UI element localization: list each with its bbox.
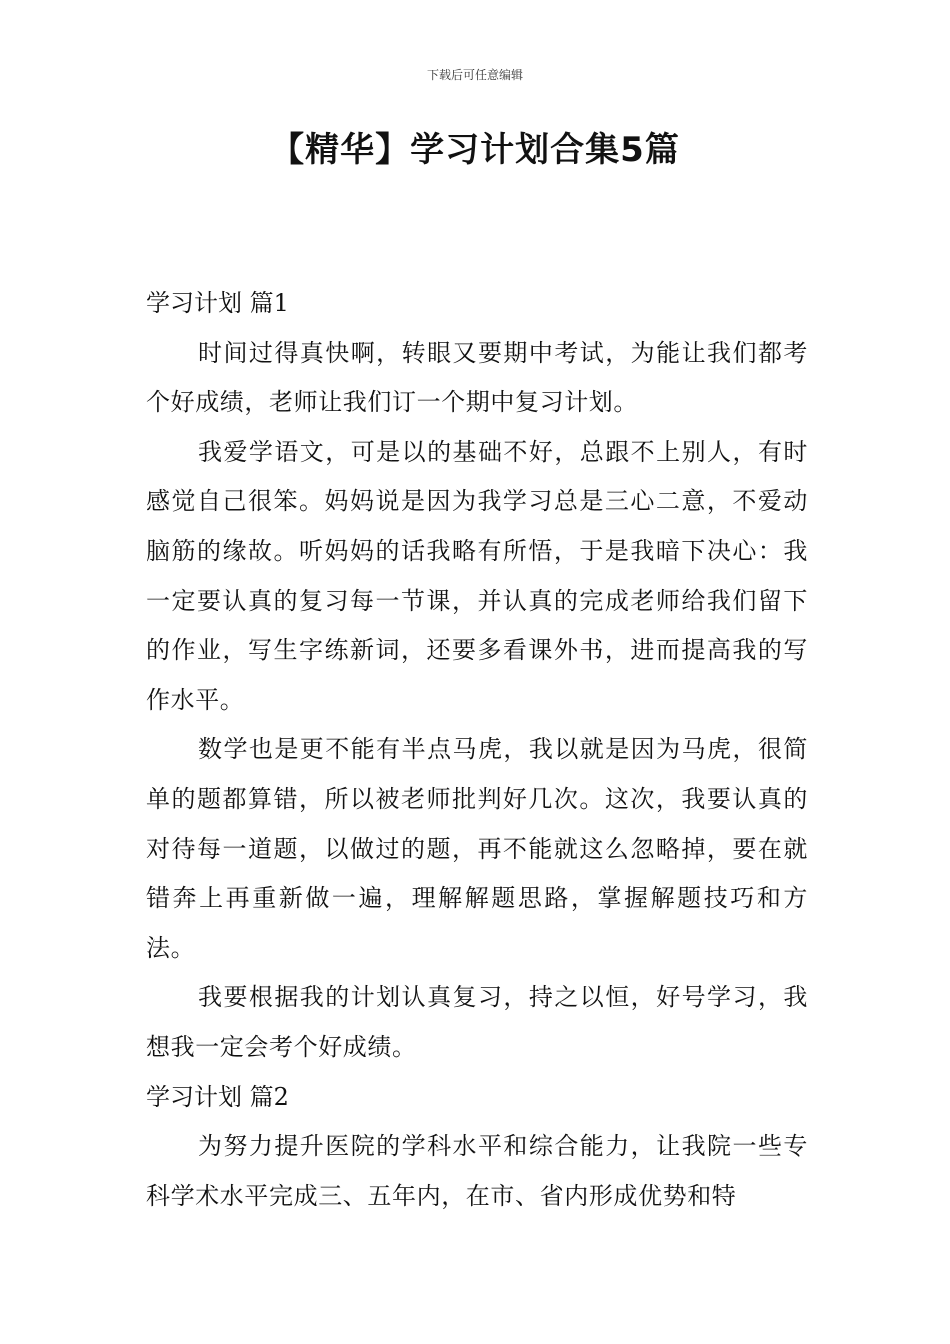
paragraph: 为努力提升医院的学科水平和综合能力，让我院一些专科学术水平完成三、五年内，在市、省内形成优势和特: [146, 1132, 808, 1210]
document-body: [146, 279, 808, 1221]
paragraph: 我爱学语文，可是以的基础不好，总跟不上别人，有时感觉自己很笨。妈妈说是因为我学习总是三心二意，不爱动脑筋的缘故。听妈妈的话我略有所悟，于是我暗下决心：我一定要认真的复习每一节课，并认真的完成老师给我们留下的作业，写生字练新词，还要多看课外书，进而提高我的写作水平。: [146, 437, 808, 714]
section-heading-1: 学习计划 篇1: [146, 289, 289, 317]
paragraph: 我要根据我的计划认真复习，持之以恒，好号学习，我想我一定会考个好成绩。: [146, 983, 808, 1061]
document-title: 【精华】学习计划合集5篇: [270, 130, 680, 170]
header-note: 下载后可任意编辑: [426, 68, 523, 82]
paragraph: 数学也是更不能有半点马虎，我以就是因为马虎，很简单的题都算错，所以被老师批判好几次。这次，我要认真的对待每一道题，以做过的题，再不能就这么忽略掉，要在就错奔上再重新做一遍，理解解题思路，掌握解题技巧和方法。: [146, 735, 808, 962]
paragraph: 时间过得真快啊，转眼又要期中考试，为能让我们都考个好成绩，老师让我们订一个期中复习计划。: [146, 338, 808, 417]
section-heading-2: 学习计划 篇2: [146, 1082, 289, 1111]
